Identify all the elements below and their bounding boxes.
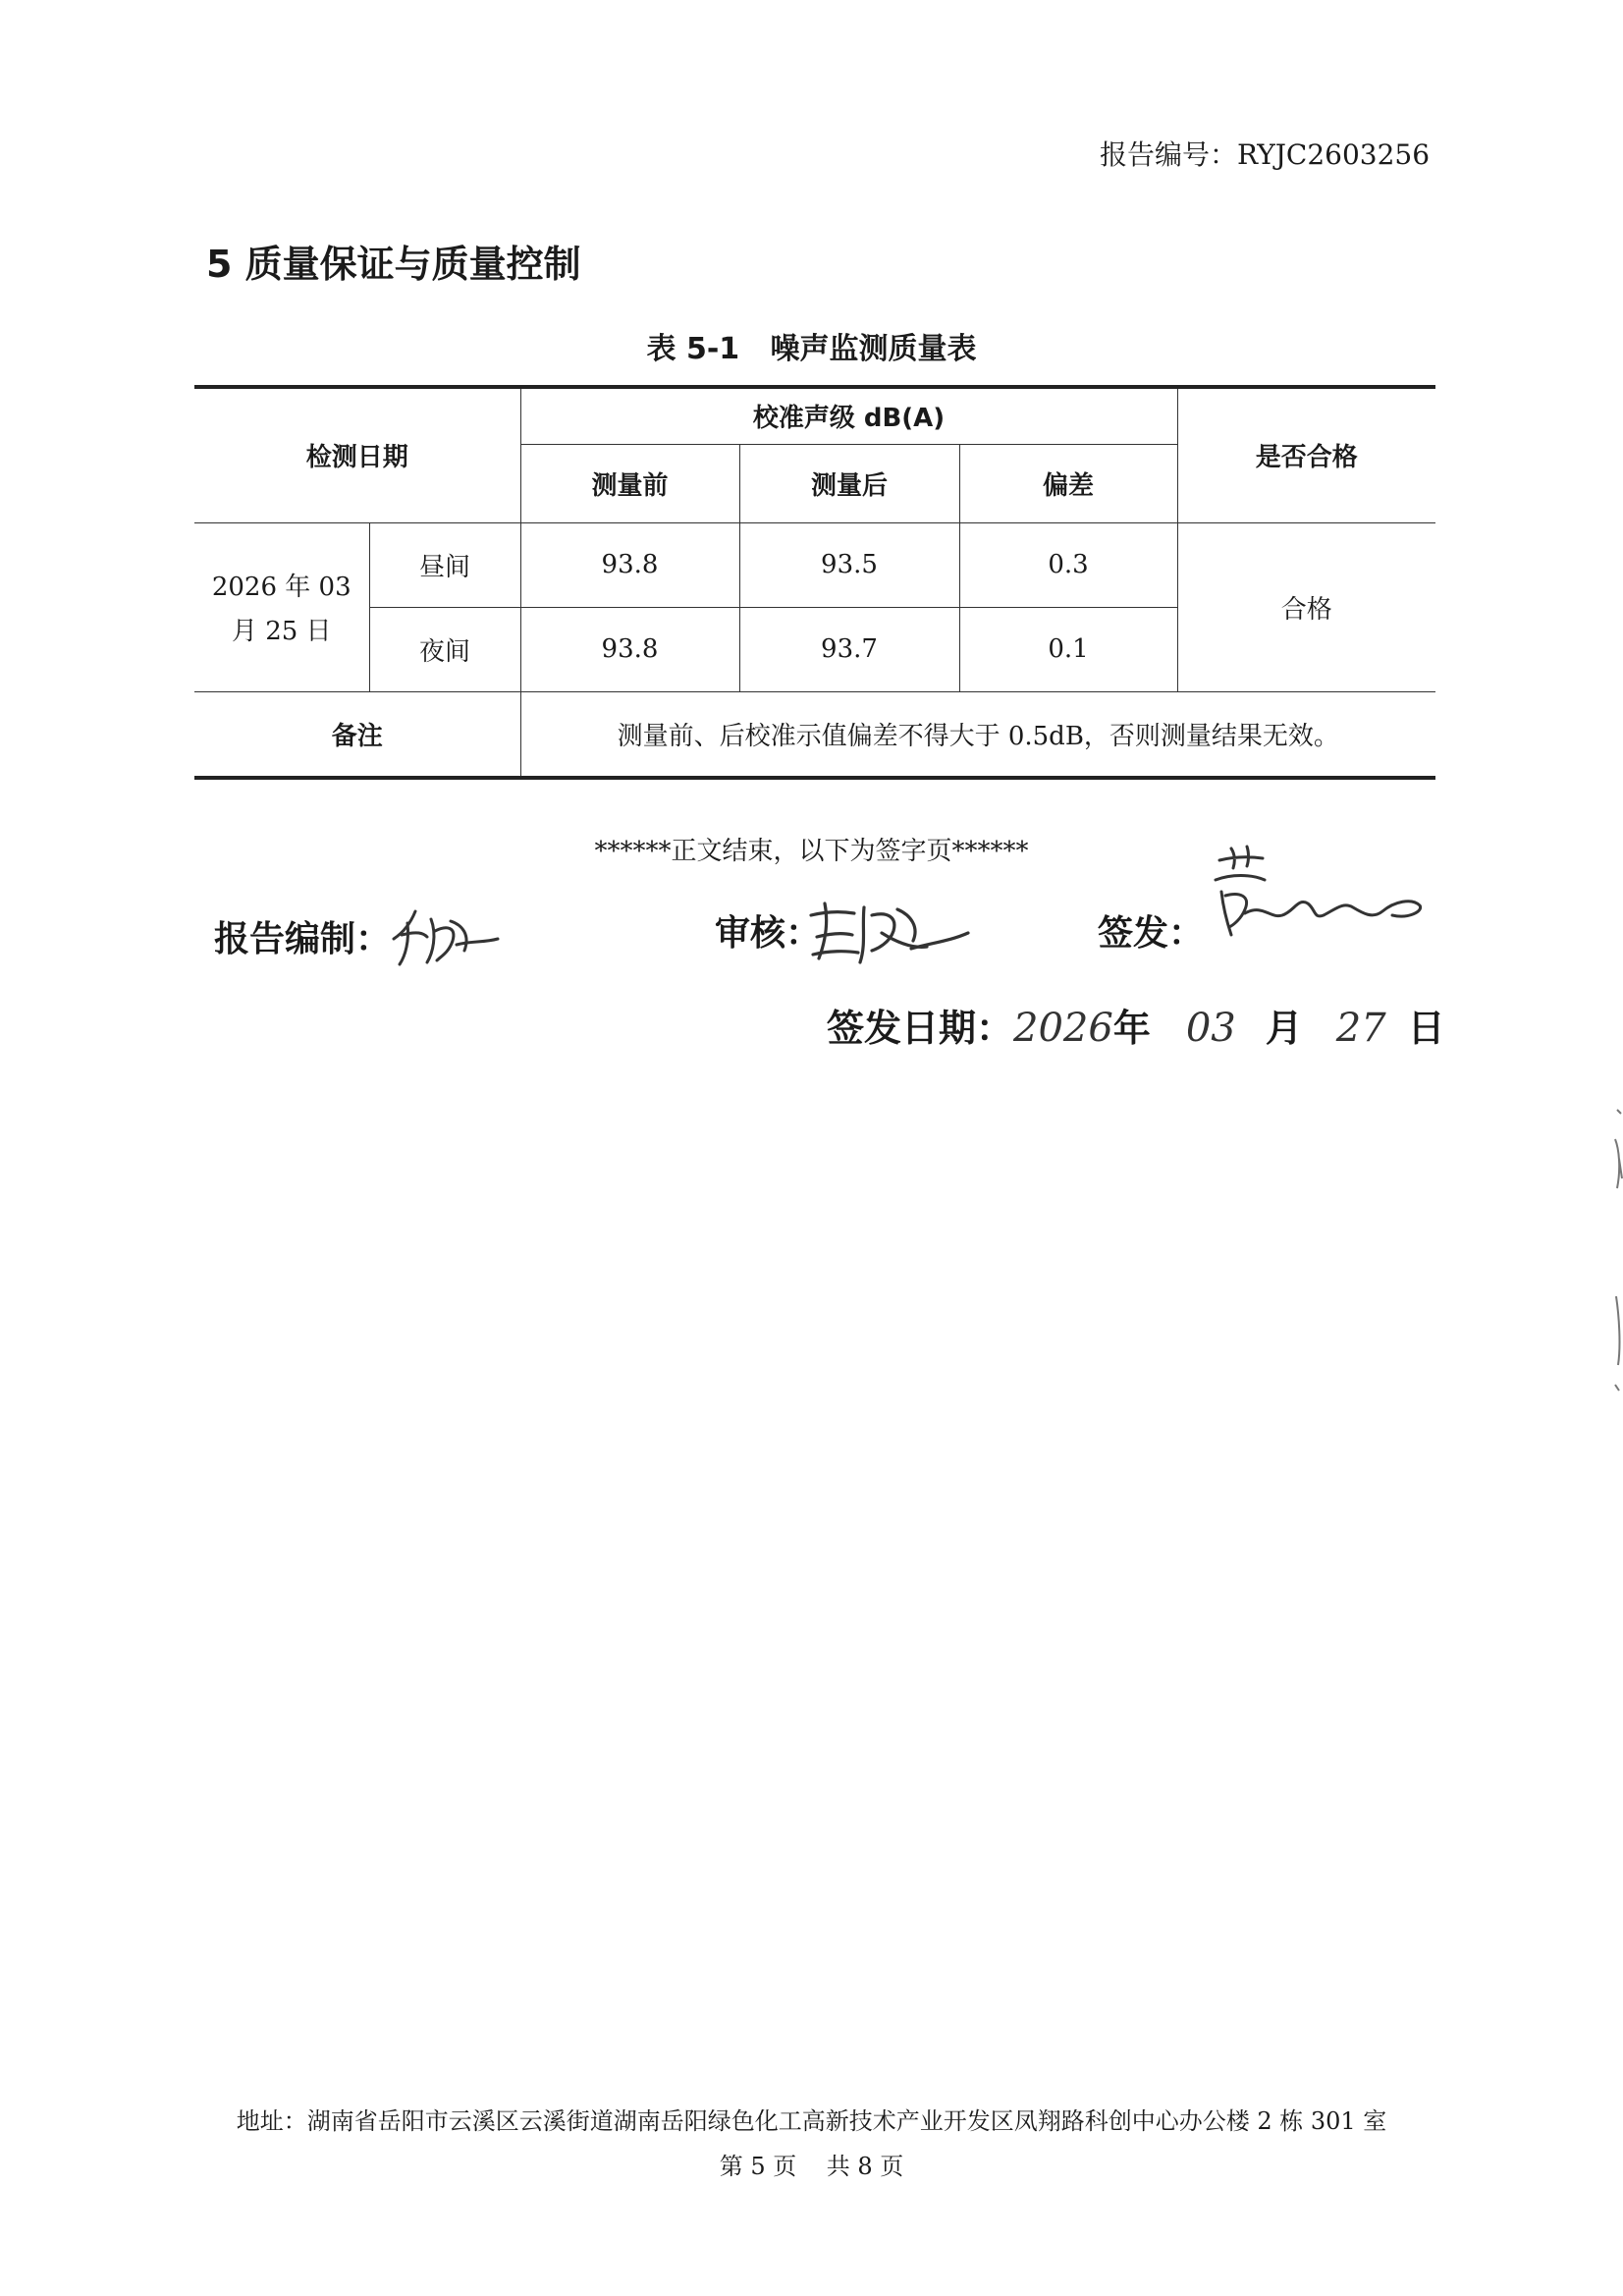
page-edge-scan-mark [1613,1100,1623,1394]
footer-page-number: 第 5 页 共 8 页 [719,2153,904,2180]
compiler-label: 报告编制： [214,919,392,959]
period-cell: 昼间 [369,522,520,607]
footer-address: 地址：湖南省岳阳市云溪区云溪街道湖南岳阳绿色化工高新技术产业开发区凤翔路科创中心办公楼 2 栋 301 室 [236,2107,1387,2135]
report-number: 报告编号：RYJC2603256 [1100,138,1431,171]
issuer-label: 签发： [1098,913,1205,954]
table-caption: 表 5-1 噪声监测质量表 [646,332,977,366]
compiler-signature [388,902,506,970]
header-date: 检测日期 [194,387,520,522]
section-title: 5 质量保证与质量控制 [206,243,581,286]
reviewer-label: 审核： [715,913,822,954]
date-line-2: 月 25 日 [231,617,332,646]
date-line-1: 2026 年 03 [211,573,352,602]
issue-date-label: 签发日期： [827,1007,1014,1050]
deviation-cell: 0.1 [959,607,1177,691]
header-qualified: 是否合格 [1177,387,1435,522]
period-cell: 夜间 [369,607,520,691]
issue-date-year: 2026 [1013,1006,1113,1051]
issue-date-year-char: 年 [1112,1007,1151,1050]
date-cell [194,522,369,691]
noise-quality-table [194,385,1435,780]
deviation-cell: 0.3 [959,522,1177,607]
issuer-signature [1206,841,1432,958]
after-cell: 93.7 [739,607,959,691]
issue-date [827,998,1445,1052]
issue-date-day: 27 [1335,1006,1386,1051]
issue-date-month: 03 [1185,1006,1236,1051]
after-cell: 93.5 [739,522,959,607]
before-cell: 93.8 [520,522,739,607]
issue-date-day-char: 日 [1407,1007,1445,1050]
reviewer-signature [803,894,975,972]
before-cell: 93.8 [520,607,739,691]
issue-date-month-char: 月 [1265,1007,1303,1050]
remark-label: 备注 [194,691,520,778]
header-before: 测量前 [520,444,739,522]
header-after: 测量后 [739,444,959,522]
header-calibration: 校准声级 dB(A) [520,387,1177,444]
remark-text: 测量前、后校准示值偏差不得大于 0.5dB，否则测量结果无效。 [520,691,1435,778]
header-deviation: 偏差 [959,444,1177,522]
table-row [194,522,1435,607]
result-cell: 合格 [1177,522,1435,691]
end-of-text-note: ******正文结束，以下为签字页****** [594,837,1029,866]
